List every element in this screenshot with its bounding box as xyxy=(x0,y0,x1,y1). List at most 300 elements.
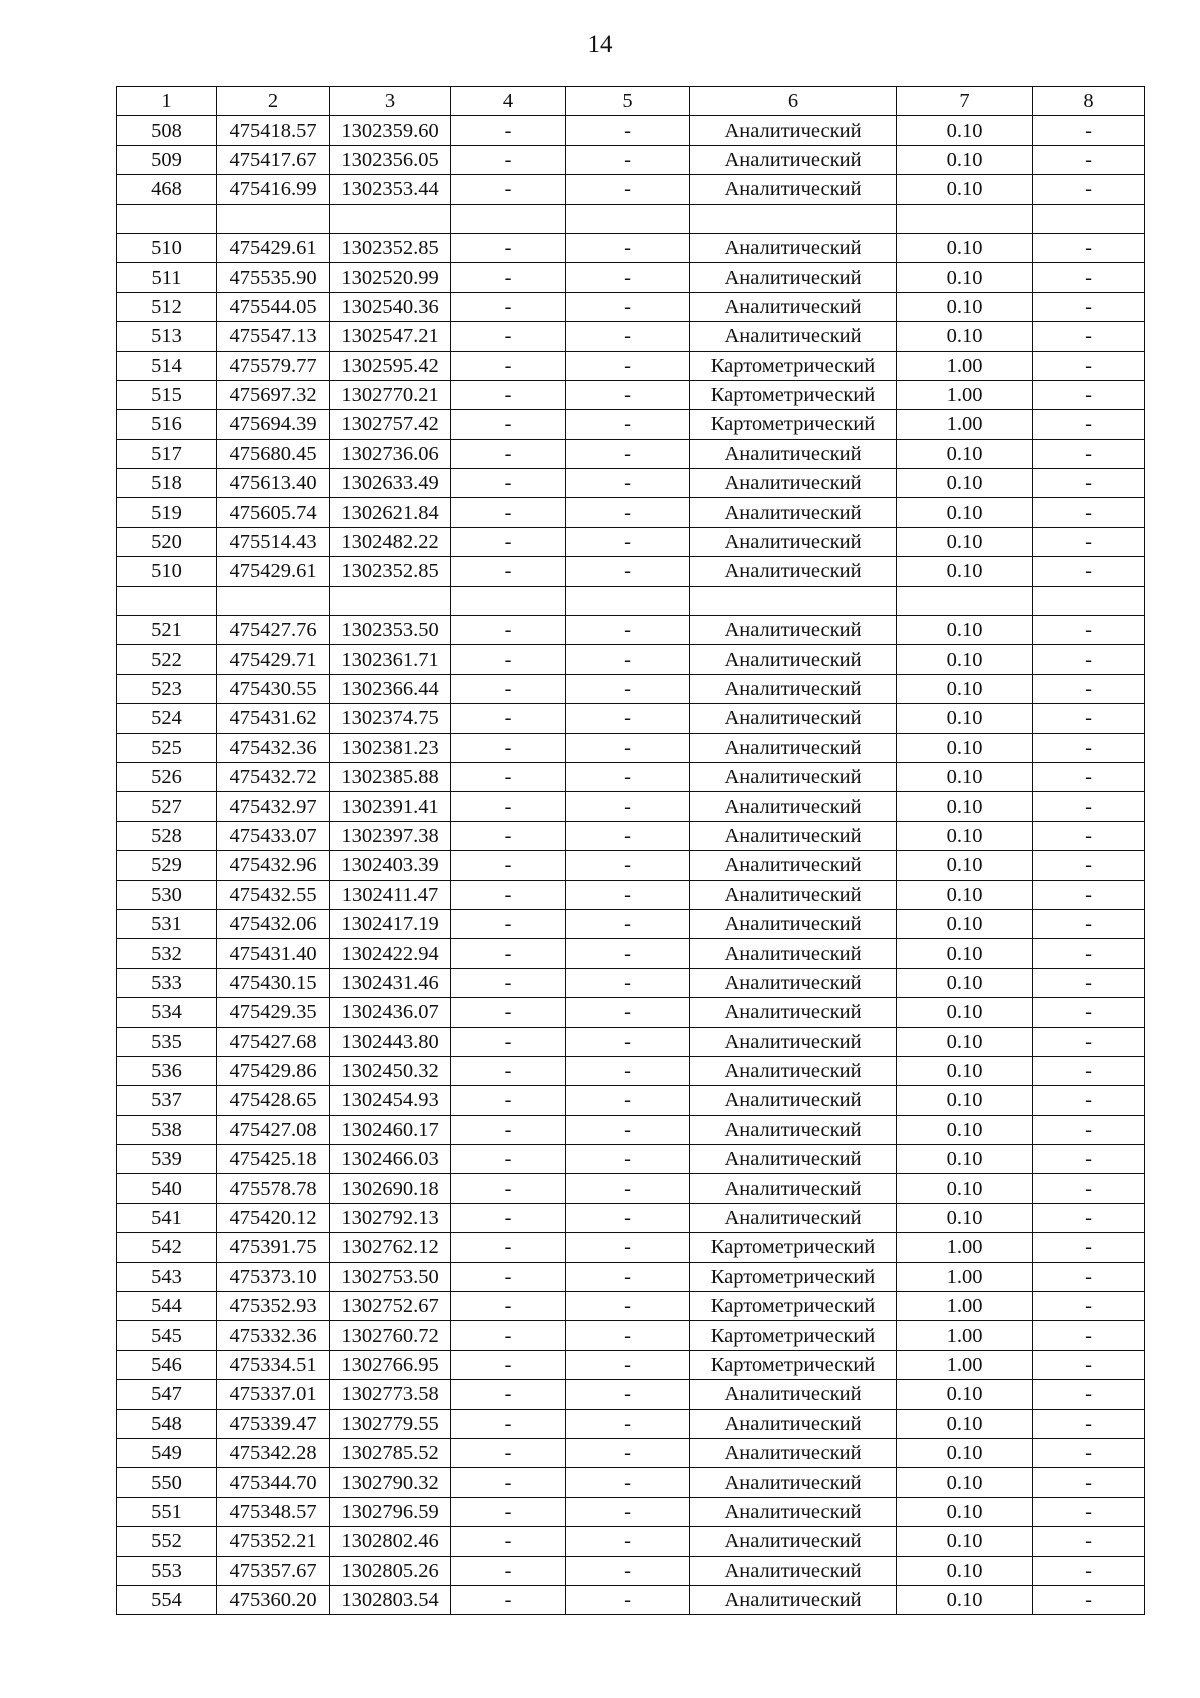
table-cell: - xyxy=(1033,1115,1145,1144)
table-cell: 475605.74 xyxy=(217,498,330,527)
table-cell: 528 xyxy=(117,821,217,850)
table-cell: 475416.99 xyxy=(217,175,330,204)
table-cell xyxy=(451,586,566,615)
table-cell: - xyxy=(1033,939,1145,968)
table-cell: 553 xyxy=(117,1556,217,1585)
table-cell: 512 xyxy=(117,292,217,321)
table-cell: - xyxy=(566,674,690,703)
table-cell: 1302790.32 xyxy=(330,1468,451,1497)
table-cell: - xyxy=(1033,733,1145,762)
table-cell: 1.00 xyxy=(897,1350,1033,1379)
table-cell: - xyxy=(566,557,690,586)
table-row xyxy=(117,1203,1145,1232)
table-cell: 1302753.50 xyxy=(330,1262,451,1291)
table-cell: - xyxy=(566,821,690,850)
table-cell: 0.10 xyxy=(897,880,1033,909)
table-cell: 1302802.46 xyxy=(330,1527,451,1556)
table-cell: - xyxy=(566,1115,690,1144)
table-cell: 475352.93 xyxy=(217,1292,330,1321)
table-cell: - xyxy=(451,1086,566,1115)
table-cell: 475342.28 xyxy=(217,1438,330,1467)
table-cell: - xyxy=(1033,616,1145,645)
table-cell xyxy=(117,204,217,233)
table-cell: 538 xyxy=(117,1115,217,1144)
table-cell: - xyxy=(451,674,566,703)
table-cell: 1302397.38 xyxy=(330,821,451,850)
table-cell: 0.10 xyxy=(897,1203,1033,1232)
table-cell: - xyxy=(451,851,566,880)
table-cell: 475373.10 xyxy=(217,1262,330,1291)
table-cell: Аналитический xyxy=(690,469,897,498)
table-cell: 0.10 xyxy=(897,851,1033,880)
table-cell: 468 xyxy=(117,175,217,204)
header-cell: 3 xyxy=(330,87,451,116)
table-cell: 475427.68 xyxy=(217,1027,330,1056)
table-row xyxy=(117,469,1145,498)
table-row xyxy=(117,1380,1145,1409)
table-cell: Картометрический xyxy=(690,380,897,409)
table-cell: - xyxy=(451,645,566,674)
table-cell: - xyxy=(451,998,566,1027)
table-row xyxy=(117,1056,1145,1085)
table-cell: - xyxy=(451,909,566,938)
table-cell: 475535.90 xyxy=(217,263,330,292)
table-cell: 0.10 xyxy=(897,968,1033,997)
table-cell: Аналитический xyxy=(690,116,897,145)
table-cell: - xyxy=(451,557,566,586)
table-cell: 547 xyxy=(117,1380,217,1409)
table-cell: 0.10 xyxy=(897,1468,1033,1497)
table-cell: 1302752.67 xyxy=(330,1292,451,1321)
table-cell: 1302352.85 xyxy=(330,233,451,262)
table-row xyxy=(117,968,1145,997)
table-cell: 1.00 xyxy=(897,1233,1033,1262)
table-cell: 544 xyxy=(117,1292,217,1321)
table-cell: - xyxy=(1033,762,1145,791)
table-cell: Картометрический xyxy=(690,351,897,380)
table-cell: - xyxy=(451,1527,566,1556)
table-cell: 0.10 xyxy=(897,233,1033,262)
table-row xyxy=(117,1350,1145,1379)
table-cell: 475514.43 xyxy=(217,527,330,556)
table-cell: - xyxy=(451,1321,566,1350)
table-cell: Аналитический xyxy=(690,439,897,468)
table-cell: Картометрический xyxy=(690,1233,897,1262)
table-cell: - xyxy=(566,1145,690,1174)
table-cell: - xyxy=(451,175,566,204)
table-cell: 519 xyxy=(117,498,217,527)
table-cell: 0.10 xyxy=(897,674,1033,703)
table-cell: - xyxy=(1033,116,1145,145)
table-cell: 0.10 xyxy=(897,469,1033,498)
table-cell: 475430.55 xyxy=(217,674,330,703)
table-cell: 541 xyxy=(117,1203,217,1232)
table-cell: Аналитический xyxy=(690,557,897,586)
table-cell: - xyxy=(1033,645,1145,674)
table-cell: - xyxy=(566,1497,690,1526)
table-cell: 548 xyxy=(117,1409,217,1438)
table-cell: 1.00 xyxy=(897,380,1033,409)
table-cell: - xyxy=(451,410,566,439)
table-cell: 1302540.36 xyxy=(330,292,451,321)
table-cell: - xyxy=(566,998,690,1027)
table-cell: 475344.70 xyxy=(217,1468,330,1497)
table-cell: 1302443.80 xyxy=(330,1027,451,1056)
table-row xyxy=(117,292,1145,321)
table-cell: Картометрический xyxy=(690,1292,897,1321)
table-cell: 546 xyxy=(117,1350,217,1379)
table-cell: - xyxy=(451,292,566,321)
table-cell: - xyxy=(1033,880,1145,909)
table-cell: Аналитический xyxy=(690,616,897,645)
table-cell: 1302796.59 xyxy=(330,1497,451,1526)
table-row xyxy=(117,674,1145,703)
table-header-row xyxy=(117,87,1145,116)
table-cell: - xyxy=(1033,1380,1145,1409)
table-cell: 518 xyxy=(117,469,217,498)
table-cell: 545 xyxy=(117,1321,217,1350)
table-cell: - xyxy=(451,1350,566,1379)
table-cell: 0.10 xyxy=(897,263,1033,292)
table-cell: 475579.77 xyxy=(217,351,330,380)
table-cell: 1302454.93 xyxy=(330,1086,451,1115)
table-cell: - xyxy=(566,704,690,733)
table-cell: - xyxy=(566,116,690,145)
table-cell: 475694.39 xyxy=(217,410,330,439)
table-cell: 529 xyxy=(117,851,217,880)
table-cell: - xyxy=(1033,1497,1145,1526)
table-row xyxy=(117,1409,1145,1438)
table-cell: 1302766.95 xyxy=(330,1350,451,1379)
table-cell: 475430.15 xyxy=(217,968,330,997)
table-cell xyxy=(897,204,1033,233)
table-row xyxy=(117,733,1145,762)
table-cell: - xyxy=(1033,1174,1145,1203)
table-cell: - xyxy=(1033,292,1145,321)
table-cell: - xyxy=(566,527,690,556)
table-cell: 1302403.39 xyxy=(330,851,451,880)
table-cell: - xyxy=(1033,263,1145,292)
table-cell: 475578.78 xyxy=(217,1174,330,1203)
table-cell: - xyxy=(451,880,566,909)
table-cell: - xyxy=(1033,674,1145,703)
table-cell: - xyxy=(1033,498,1145,527)
table-cell: - xyxy=(1033,1585,1145,1614)
table-cell: - xyxy=(451,263,566,292)
table-cell: 0.10 xyxy=(897,439,1033,468)
table-cell: 475431.62 xyxy=(217,704,330,733)
table-row xyxy=(117,762,1145,791)
table-cell: - xyxy=(1033,1145,1145,1174)
table-cell: - xyxy=(451,1056,566,1085)
table-cell: 475613.40 xyxy=(217,469,330,498)
table-cell: Аналитический xyxy=(690,1086,897,1115)
table-cell: 0.10 xyxy=(897,792,1033,821)
table-cell: - xyxy=(566,175,690,204)
table-cell: Аналитический xyxy=(690,233,897,262)
table-row xyxy=(117,616,1145,645)
table-cell: 475418.57 xyxy=(217,116,330,145)
table-cell: 0.10 xyxy=(897,292,1033,321)
table-cell: - xyxy=(451,1233,566,1262)
table-cell: - xyxy=(566,1556,690,1585)
table-cell: 475427.76 xyxy=(217,616,330,645)
table-cell: 0.10 xyxy=(897,1380,1033,1409)
table-cell: 0.10 xyxy=(897,998,1033,1027)
table-cell: Аналитический xyxy=(690,1203,897,1232)
table-cell: - xyxy=(566,1585,690,1614)
table-cell: - xyxy=(451,939,566,968)
table-cell: Картометрический xyxy=(690,1350,897,1379)
table-cell: - xyxy=(566,233,690,262)
table-cell: 475332.36 xyxy=(217,1321,330,1350)
table-cell: - xyxy=(451,233,566,262)
table-row xyxy=(117,1292,1145,1321)
table-cell: Аналитический xyxy=(690,1556,897,1585)
table-cell: - xyxy=(1033,410,1145,439)
table-cell: 475360.20 xyxy=(217,1585,330,1614)
table-cell: - xyxy=(1033,704,1145,733)
table-cell: - xyxy=(451,1174,566,1203)
table-cell: - xyxy=(566,1438,690,1467)
table-cell xyxy=(897,586,1033,615)
table-cell: 0.10 xyxy=(897,1145,1033,1174)
table-cell: 1302760.72 xyxy=(330,1321,451,1350)
table-cell: 510 xyxy=(117,233,217,262)
table-cell: 1302450.32 xyxy=(330,1056,451,1085)
table-cell: 0.10 xyxy=(897,1556,1033,1585)
table-cell: 526 xyxy=(117,762,217,791)
table-row xyxy=(117,880,1145,909)
table-cell: Аналитический xyxy=(690,880,897,909)
table-cell: 0.10 xyxy=(897,645,1033,674)
table-cell xyxy=(566,586,690,615)
table-cell: Аналитический xyxy=(690,674,897,703)
table-cell: - xyxy=(566,616,690,645)
table-cell: - xyxy=(451,1380,566,1409)
table-row xyxy=(117,380,1145,409)
table-cell: - xyxy=(1033,1321,1145,1350)
table-cell xyxy=(1033,586,1145,615)
table-cell: 1302770.21 xyxy=(330,380,451,409)
table-cell: - xyxy=(451,762,566,791)
table-cell xyxy=(217,586,330,615)
table-cell: 535 xyxy=(117,1027,217,1056)
table-cell: Аналитический xyxy=(690,851,897,880)
table-cell: 1302460.17 xyxy=(330,1115,451,1144)
table-cell: 1302805.26 xyxy=(330,1556,451,1585)
table-cell: 531 xyxy=(117,909,217,938)
table-cell: 1302482.22 xyxy=(330,527,451,556)
table-cell: - xyxy=(451,498,566,527)
table-cell: - xyxy=(566,410,690,439)
table-cell: - xyxy=(566,1086,690,1115)
table-cell: 511 xyxy=(117,263,217,292)
table-cell: 1302436.07 xyxy=(330,998,451,1027)
table-cell: 0.10 xyxy=(897,704,1033,733)
table-cell: 516 xyxy=(117,410,217,439)
table-cell: - xyxy=(1033,175,1145,204)
table-cell: 1302431.46 xyxy=(330,968,451,997)
table-cell: 1302353.44 xyxy=(330,175,451,204)
table-cell: 508 xyxy=(117,116,217,145)
table-row xyxy=(117,1233,1145,1262)
table-row xyxy=(117,1145,1145,1174)
table-cell: Картометрический xyxy=(690,1262,897,1291)
table-cell: 517 xyxy=(117,439,217,468)
table-cell: - xyxy=(566,292,690,321)
table-cell: 475429.61 xyxy=(217,557,330,586)
table-cell: 520 xyxy=(117,527,217,556)
table-cell: 475432.72 xyxy=(217,762,330,791)
table-row xyxy=(117,145,1145,174)
table-cell: 475428.65 xyxy=(217,1086,330,1115)
table-separator-row xyxy=(117,204,1145,233)
table-row xyxy=(117,1468,1145,1497)
table-cell: - xyxy=(566,880,690,909)
table-cell: - xyxy=(1033,968,1145,997)
page-number: 14 xyxy=(587,31,613,58)
table-cell: 475433.07 xyxy=(217,821,330,850)
table-cell: - xyxy=(566,351,690,380)
table-cell: Аналитический xyxy=(690,704,897,733)
table-cell: 0.10 xyxy=(897,322,1033,351)
table-cell: 475357.67 xyxy=(217,1556,330,1585)
table-cell: 522 xyxy=(117,645,217,674)
table-cell: 0.10 xyxy=(897,557,1033,586)
table-cell: 1302621.84 xyxy=(330,498,451,527)
table-row xyxy=(117,1115,1145,1144)
table-cell: 475334.51 xyxy=(217,1350,330,1379)
table-cell: - xyxy=(1033,998,1145,1027)
table-cell: - xyxy=(451,1027,566,1056)
table-cell: 1.00 xyxy=(897,410,1033,439)
table-cell: 0.10 xyxy=(897,145,1033,174)
table-cell xyxy=(330,586,451,615)
table-cell: 1302417.19 xyxy=(330,909,451,938)
table-cell: - xyxy=(451,1145,566,1174)
table-cell: 1302595.42 xyxy=(330,351,451,380)
table-cell: 1.00 xyxy=(897,1321,1033,1350)
table-cell: 0.10 xyxy=(897,762,1033,791)
table-cell: 0.10 xyxy=(897,1438,1033,1467)
table-cell: 1.00 xyxy=(897,351,1033,380)
table-cell xyxy=(690,586,897,615)
table-row xyxy=(117,1527,1145,1556)
table-cell: 475431.40 xyxy=(217,939,330,968)
table-row xyxy=(117,322,1145,351)
table-cell: 0.10 xyxy=(897,939,1033,968)
table-cell: 0.10 xyxy=(897,1497,1033,1526)
table-cell: 475432.06 xyxy=(217,909,330,938)
table-cell: 1302366.44 xyxy=(330,674,451,703)
header-cell: 7 xyxy=(897,87,1033,116)
table-row xyxy=(117,1438,1145,1467)
table-cell: 1.00 xyxy=(897,1262,1033,1291)
table-cell: 1302757.42 xyxy=(330,410,451,439)
table-cell: 475427.08 xyxy=(217,1115,330,1144)
table-cell: Аналитический xyxy=(690,292,897,321)
table-cell: 1302422.94 xyxy=(330,939,451,968)
table-row xyxy=(117,645,1145,674)
header-cell: 8 xyxy=(1033,87,1145,116)
table-cell: - xyxy=(1033,792,1145,821)
table-cell: - xyxy=(1033,469,1145,498)
table-cell: 514 xyxy=(117,351,217,380)
table-cell: Аналитический xyxy=(690,1468,897,1497)
table-cell: - xyxy=(451,1497,566,1526)
table-cell: - xyxy=(451,821,566,850)
table-cell: 475429.86 xyxy=(217,1056,330,1085)
table-cell: 1302356.05 xyxy=(330,145,451,174)
table-cell: - xyxy=(566,380,690,409)
table-cell: 532 xyxy=(117,939,217,968)
table-cell: Аналитический xyxy=(690,1115,897,1144)
table-cell: - xyxy=(566,1056,690,1085)
table-row xyxy=(117,792,1145,821)
table-body xyxy=(117,87,1145,1615)
table-cell: - xyxy=(1033,557,1145,586)
table-cell xyxy=(451,204,566,233)
table-cell: Картометрический xyxy=(690,1321,897,1350)
table-cell: - xyxy=(566,762,690,791)
table-cell: - xyxy=(566,1292,690,1321)
table-cell: 475348.57 xyxy=(217,1497,330,1526)
table-cell: Аналитический xyxy=(690,527,897,556)
table-cell: Картометрический xyxy=(690,410,897,439)
table-cell: 1302466.03 xyxy=(330,1145,451,1174)
table-row xyxy=(117,175,1145,204)
header-cell: 6 xyxy=(690,87,897,116)
table-cell: - xyxy=(1033,909,1145,938)
table-row xyxy=(117,704,1145,733)
table-cell: - xyxy=(566,263,690,292)
table-cell: 475680.45 xyxy=(217,439,330,468)
table-cell: 521 xyxy=(117,616,217,645)
table-cell: - xyxy=(1033,1027,1145,1056)
table-cell: 0.10 xyxy=(897,1027,1033,1056)
table-cell: 475417.67 xyxy=(217,145,330,174)
table-cell xyxy=(217,204,330,233)
table-cell: - xyxy=(566,1350,690,1379)
table-cell: 475432.96 xyxy=(217,851,330,880)
table-cell: Аналитический xyxy=(690,645,897,674)
table-row xyxy=(117,557,1145,586)
table-cell: - xyxy=(451,1585,566,1614)
table-cell: - xyxy=(1033,145,1145,174)
table-row xyxy=(117,527,1145,556)
table-row xyxy=(117,939,1145,968)
table-cell: - xyxy=(1033,1527,1145,1556)
table-cell: Аналитический xyxy=(690,145,897,174)
table-cell: 539 xyxy=(117,1145,217,1174)
table-cell: Аналитический xyxy=(690,968,897,997)
table-cell: 1302690.18 xyxy=(330,1174,451,1203)
table-cell: 542 xyxy=(117,1233,217,1262)
table-cell: Аналитический xyxy=(690,939,897,968)
table-cell: - xyxy=(566,1174,690,1203)
table-cell: 475697.32 xyxy=(217,380,330,409)
table-cell: 527 xyxy=(117,792,217,821)
table-cell: - xyxy=(1033,351,1145,380)
table-cell: 1302785.52 xyxy=(330,1438,451,1467)
table-cell: 475352.21 xyxy=(217,1527,330,1556)
table-cell: - xyxy=(451,351,566,380)
table-cell: - xyxy=(566,939,690,968)
table-row xyxy=(117,1556,1145,1585)
table-cell: 1302381.23 xyxy=(330,733,451,762)
table-cell: - xyxy=(451,792,566,821)
